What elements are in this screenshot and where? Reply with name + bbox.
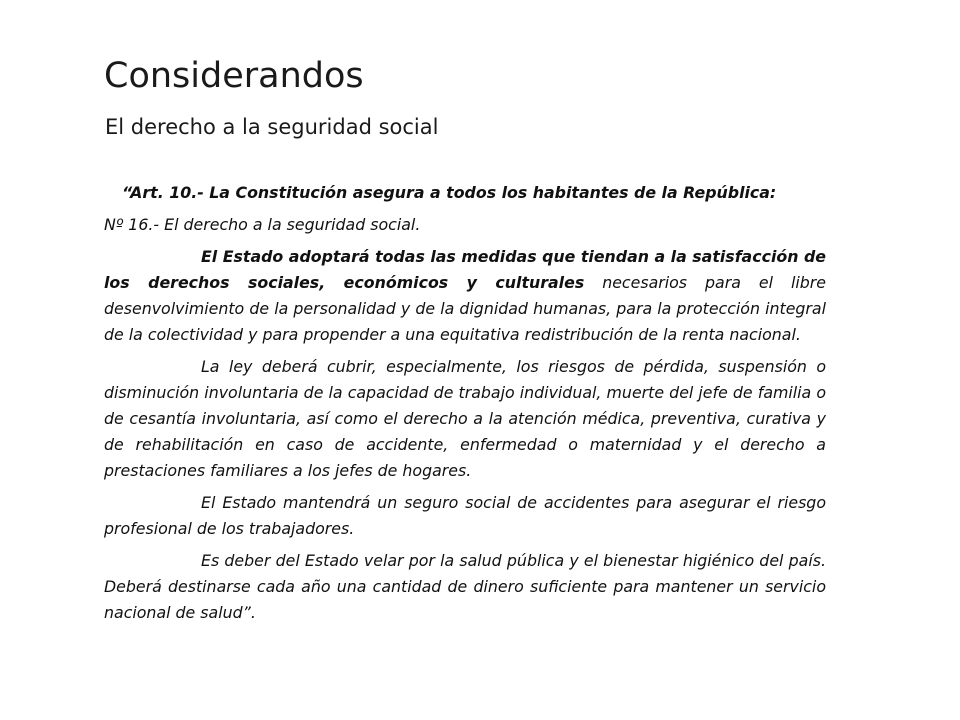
slide-subtitle: El derecho a la seguridad social bbox=[105, 115, 439, 139]
quote-lead-text: “Art. 10.- La Constitución asegura a todos los habitantes de la República: bbox=[122, 183, 777, 202]
slide-title: Considerandos bbox=[104, 56, 364, 96]
quote-lead bbox=[104, 180, 826, 206]
quote-paragraph-2: La ley deberá cubrir, especialmente, los riesgos de pérdida, suspensión o disminución involuntaria de la capacidad de trabajo individual, muerte del jefe de familia o de cesantía involuntaria, así como el derecho a la atención médica, preventiva, curativa y de rehabilitación en caso de accidente, enfermedad o maternidad y el derecho a prestaciones familiares a los jefes de hogares. bbox=[104, 357, 826, 480]
quote-paragraph-4: Es deber del Estado velar por la salud pública y el bienestar higiénico del país. Deberá destinarse cada año una cantidad de dinero suficiente para mantener un servicio nacional de salud”. bbox=[104, 551, 826, 622]
quote-article-line: Nº 16.- El derecho a la seguridad social. bbox=[104, 215, 421, 234]
quote-paragraph-1-rest: necesarios para el libre desenvolvimiento de la personalidad y de la dignidad humanas, para la protección integral de la colectividad y para propender a una equitativa redistribución de la renta nacional. bbox=[104, 273, 826, 344]
quote-paragraph-1-bold: El Estado adoptará todas las medidas que tiendan a la satisfacción de los derechos sociales, económicos y culturales bbox=[104, 247, 826, 292]
quote-paragraph-3: El Estado mantendrá un seguro social de accidentes para asegurar el riesgo profesional de los trabajadores. bbox=[104, 493, 826, 538]
quote-body bbox=[104, 180, 826, 632]
quote-paragraph-1 bbox=[104, 244, 826, 348]
